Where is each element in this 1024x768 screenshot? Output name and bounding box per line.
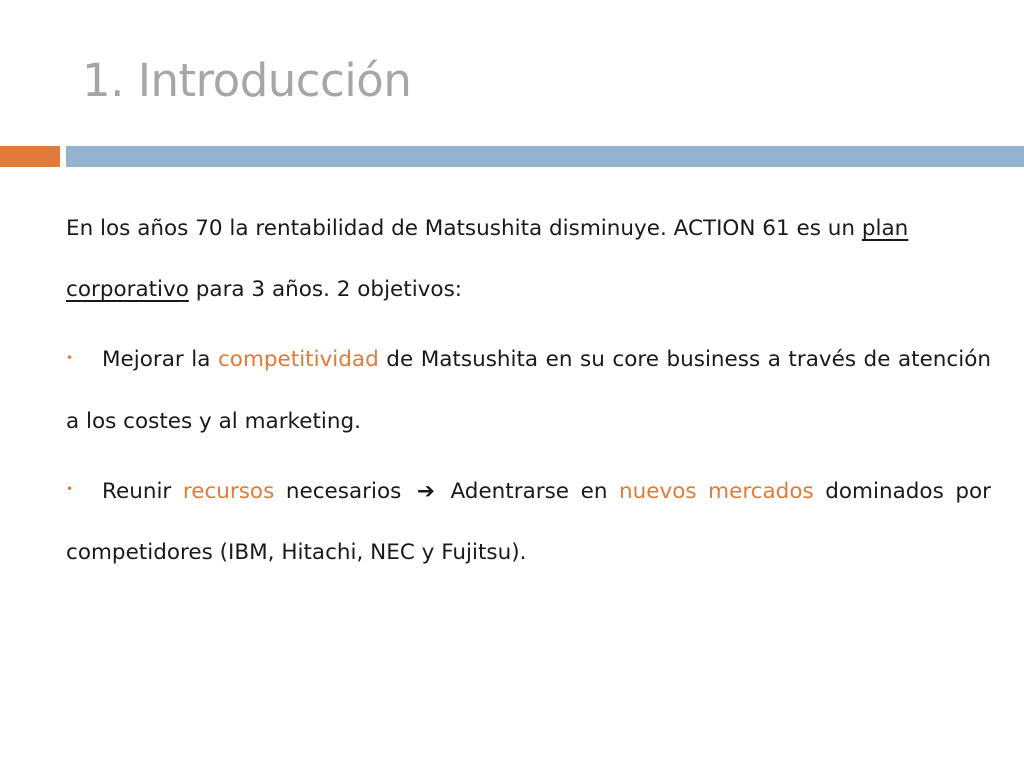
intro-text-2: para 3 años. 2 objetivos: xyxy=(188,277,463,302)
bullet-item-2 xyxy=(66,461,991,584)
slide-body xyxy=(66,198,991,592)
slide-title: 1. Introducción xyxy=(82,54,412,107)
bullet-2-accent-1: recursos xyxy=(182,478,275,504)
bullet-2-accent-2: nuevos mercados xyxy=(619,478,814,504)
bullet-1-accent: competitividad xyxy=(217,347,379,372)
bullet-1-text-2: de Matsushita en su core business a través de atención a los costes y al marketing. xyxy=(66,347,992,434)
bullet-2-text-2: necesarios xyxy=(274,478,413,504)
intro-paragraph xyxy=(66,198,991,320)
bullet-1-text-1: Mejorar la xyxy=(102,347,218,372)
intro-underlined-term: plan corporativo xyxy=(66,216,909,302)
intro-text-1: En los años 70 la rentabilidad de Matsushita disminuye. ACTION 61 es un xyxy=(66,216,862,241)
bullet-item-1 xyxy=(66,329,991,452)
arrow-right-icon: ➔ xyxy=(416,478,435,504)
title-accent-bar-blue xyxy=(66,146,1024,167)
bullet-2-text-3: Adentrarse en xyxy=(438,478,620,504)
bullet-dot-icon: • xyxy=(66,350,74,365)
bullet-2-text-4: dominados por competidores (IBM, Hitachi, NEC y Fujitsu). xyxy=(66,478,991,565)
title-accent-bar-orange xyxy=(0,146,60,167)
bullet-2-text-1: Reunir xyxy=(102,478,183,504)
bullet-dot-icon: • xyxy=(66,482,74,496)
